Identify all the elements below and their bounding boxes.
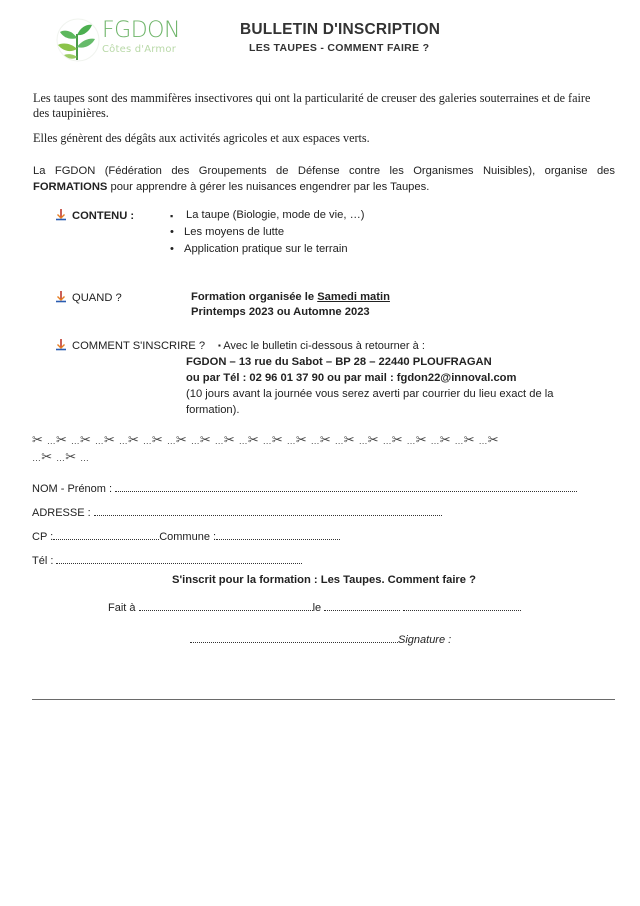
signature-label: Signature :	[398, 634, 452, 646]
cut-line-row-2	[32, 449, 612, 466]
quand-line-1	[191, 290, 390, 305]
scissors-icon: ✂	[55, 432, 68, 447]
scissors-icon: ✂	[367, 432, 379, 447]
scissors-icon: ✂	[463, 432, 475, 447]
scissors-icon: ✂	[127, 432, 140, 447]
cut-line-dots: …	[262, 436, 272, 446]
commune-label: Commune :	[159, 531, 217, 543]
dot-bullet-icon: •	[170, 226, 174, 238]
intro-paragraph-2: Elles génèrent des dégâts aux activités agricoles et aux espaces verts.	[33, 131, 370, 145]
tel-field[interactable]	[32, 555, 302, 567]
cut-line-dots: …	[214, 436, 224, 446]
list-item	[170, 224, 364, 241]
cut-line-dots: …	[430, 436, 440, 446]
page-subtitle: LES TAUPES - COMMENT FAIRE ?	[249, 42, 430, 54]
fait-a-input-line[interactable]	[139, 602, 313, 611]
list-item	[170, 241, 364, 258]
cut-line-dots: …	[454, 436, 464, 446]
quand-details	[191, 290, 390, 320]
scissors-icon: ✂	[295, 432, 307, 447]
dot-bullet-icon: •	[170, 243, 174, 255]
cut-line-dots: …	[334, 436, 344, 446]
cut-line	[32, 432, 612, 466]
page-title: BULLETIN D'INSCRIPTION	[240, 21, 441, 38]
scissors-icon: ✂	[487, 432, 499, 447]
cut-line-dots: …	[55, 453, 66, 463]
cut-line-dots: …	[358, 436, 368, 446]
down-arrow-bullet-icon	[56, 339, 66, 351]
cut-line-dots: …	[94, 436, 104, 446]
date-input-line[interactable]	[324, 602, 400, 611]
cut-line-dots: …	[190, 436, 200, 446]
scissors-icon: ✂	[319, 432, 331, 447]
scissors-icon: ✂	[343, 432, 355, 447]
date-extra-input-line[interactable]	[403, 602, 521, 611]
cut-line-dots: …	[46, 436, 56, 446]
le-label: le	[312, 602, 322, 614]
nom-prenom-label: NOM - Prénom :	[32, 483, 113, 495]
fgdon-logo	[55, 16, 235, 66]
nom-prenom-input-line[interactable]	[115, 483, 577, 492]
square-bullet-icon: ▪	[218, 341, 221, 350]
list-item-text: Les moyens de lutte	[184, 226, 285, 238]
scissors-icon: ✂	[391, 432, 403, 447]
scissors-icon: ✂	[32, 432, 44, 447]
cut-line-dots: …	[118, 436, 128, 446]
tel-label: Tél :	[32, 555, 54, 567]
inscrire-intro-text: Avec le bulletin ci-dessous à retourner à :	[223, 340, 425, 352]
cp-input-line[interactable]	[53, 531, 159, 540]
formations-keyword: FORMATIONS	[33, 181, 108, 193]
contenu-list	[170, 207, 364, 258]
section-label-quand: QUAND ?	[72, 292, 122, 304]
section-label-contenu: CONTENU :	[72, 210, 135, 222]
scissors-icon: ✂	[199, 432, 211, 447]
fait-a-label: Fait à	[108, 602, 136, 614]
adresse-input-line[interactable]	[94, 507, 442, 516]
scissors-icon: ✂	[41, 449, 53, 464]
quand-line-2: Printemps 2023 ou Automne 2023	[191, 306, 370, 318]
scissors-icon: ✂	[223, 432, 235, 447]
tel-input-line[interactable]	[56, 555, 302, 564]
fait-a-field[interactable]	[108, 602, 521, 614]
cut-line-dots: …	[79, 453, 90, 463]
section-label-inscrire: COMMENT S'INSCRIRE ?	[72, 340, 206, 352]
scissors-icon: ✂	[415, 432, 427, 447]
nom-prenom-field[interactable]	[32, 483, 577, 495]
inscrire-line-1	[218, 338, 425, 354]
scissors-icon: ✂	[151, 432, 164, 447]
intro-paragraph-3	[33, 163, 615, 195]
scissors-icon: ✂	[175, 432, 187, 447]
signature-input-line[interactable]	[190, 634, 398, 643]
cut-line-dots: …	[32, 453, 42, 463]
note-line-2: formation).	[186, 404, 240, 416]
leaf-sprout-icon	[55, 16, 101, 64]
logo-name: FGDON	[102, 18, 180, 43]
list-item-text: La taupe (Biologie, mode de vie, …)	[186, 209, 365, 221]
cut-line-dots: …	[70, 436, 80, 446]
inscrit-formation-text: S'inscrit pour la formation : Les Taupes. Comment faire ?	[172, 574, 476, 586]
adresse-label: ADRESSE :	[32, 507, 91, 519]
down-arrow-bullet-icon	[56, 291, 66, 303]
list-item	[170, 207, 364, 224]
cut-line-dots: …	[406, 436, 416, 446]
list-item-text: Application pratique sur le terrain	[184, 243, 348, 255]
cut-line-dots: …	[382, 436, 392, 446]
intro-paragraph-3-line1: La FGDON (Fédération des Groupements de Défense contre les Organismes Nuisibles), organise des	[33, 165, 615, 177]
down-arrow-bullet-icon	[56, 209, 66, 221]
commune-input-line[interactable]	[216, 531, 340, 540]
scissors-icon: ✂	[103, 432, 116, 447]
intro-paragraph-1: Les taupes sont des mammifères insectivores qui ont la particularité de creuser des galeries souterraines et de faire des taupinières.	[33, 91, 591, 120]
divider	[32, 699, 615, 700]
cut-line-dots: …	[142, 436, 152, 446]
cp-commune-field[interactable]	[32, 531, 340, 543]
cut-line-dots: …	[310, 436, 320, 446]
quand-prefix: Formation organisée le	[191, 291, 318, 303]
cut-line-dots: …	[166, 436, 176, 446]
signature-field[interactable]	[190, 634, 451, 646]
address: FGDON – 13 rue du Sabot – BP 28 – 22440 PLOUFRAGAN	[186, 356, 492, 368]
scissors-icon: ✂	[79, 432, 92, 447]
samedi-matin: Samedi matin	[317, 291, 390, 303]
cp-label: CP :	[32, 531, 54, 543]
scissors-icon: ✂	[271, 432, 283, 447]
adresse-field[interactable]	[32, 507, 442, 519]
scissors-icon: ✂	[65, 449, 77, 464]
cut-line-row-1	[32, 432, 612, 449]
cut-line-dots: …	[286, 436, 296, 446]
scissors-icon: ✂	[439, 432, 451, 447]
logo-subtitle: Côtes d'Armor	[102, 44, 177, 55]
contact-info: ou par Tél : 02 96 01 37 90 ou par mail : fgdon22@innoval.com	[186, 372, 517, 384]
square-bullet-icon: ▪	[170, 211, 174, 221]
cut-line-dots: …	[478, 436, 488, 446]
cut-line-dots: …	[238, 436, 248, 446]
intro-paragraph-3-rest: pour apprendre à gérer les nuisances engendrer par les Taupes.	[107, 181, 430, 193]
scissors-icon: ✂	[247, 432, 259, 447]
inscrire-details	[186, 354, 606, 418]
note-line-1: (10 jours avant la journée vous serez averti par courrier du lieu exact de la	[186, 388, 554, 400]
